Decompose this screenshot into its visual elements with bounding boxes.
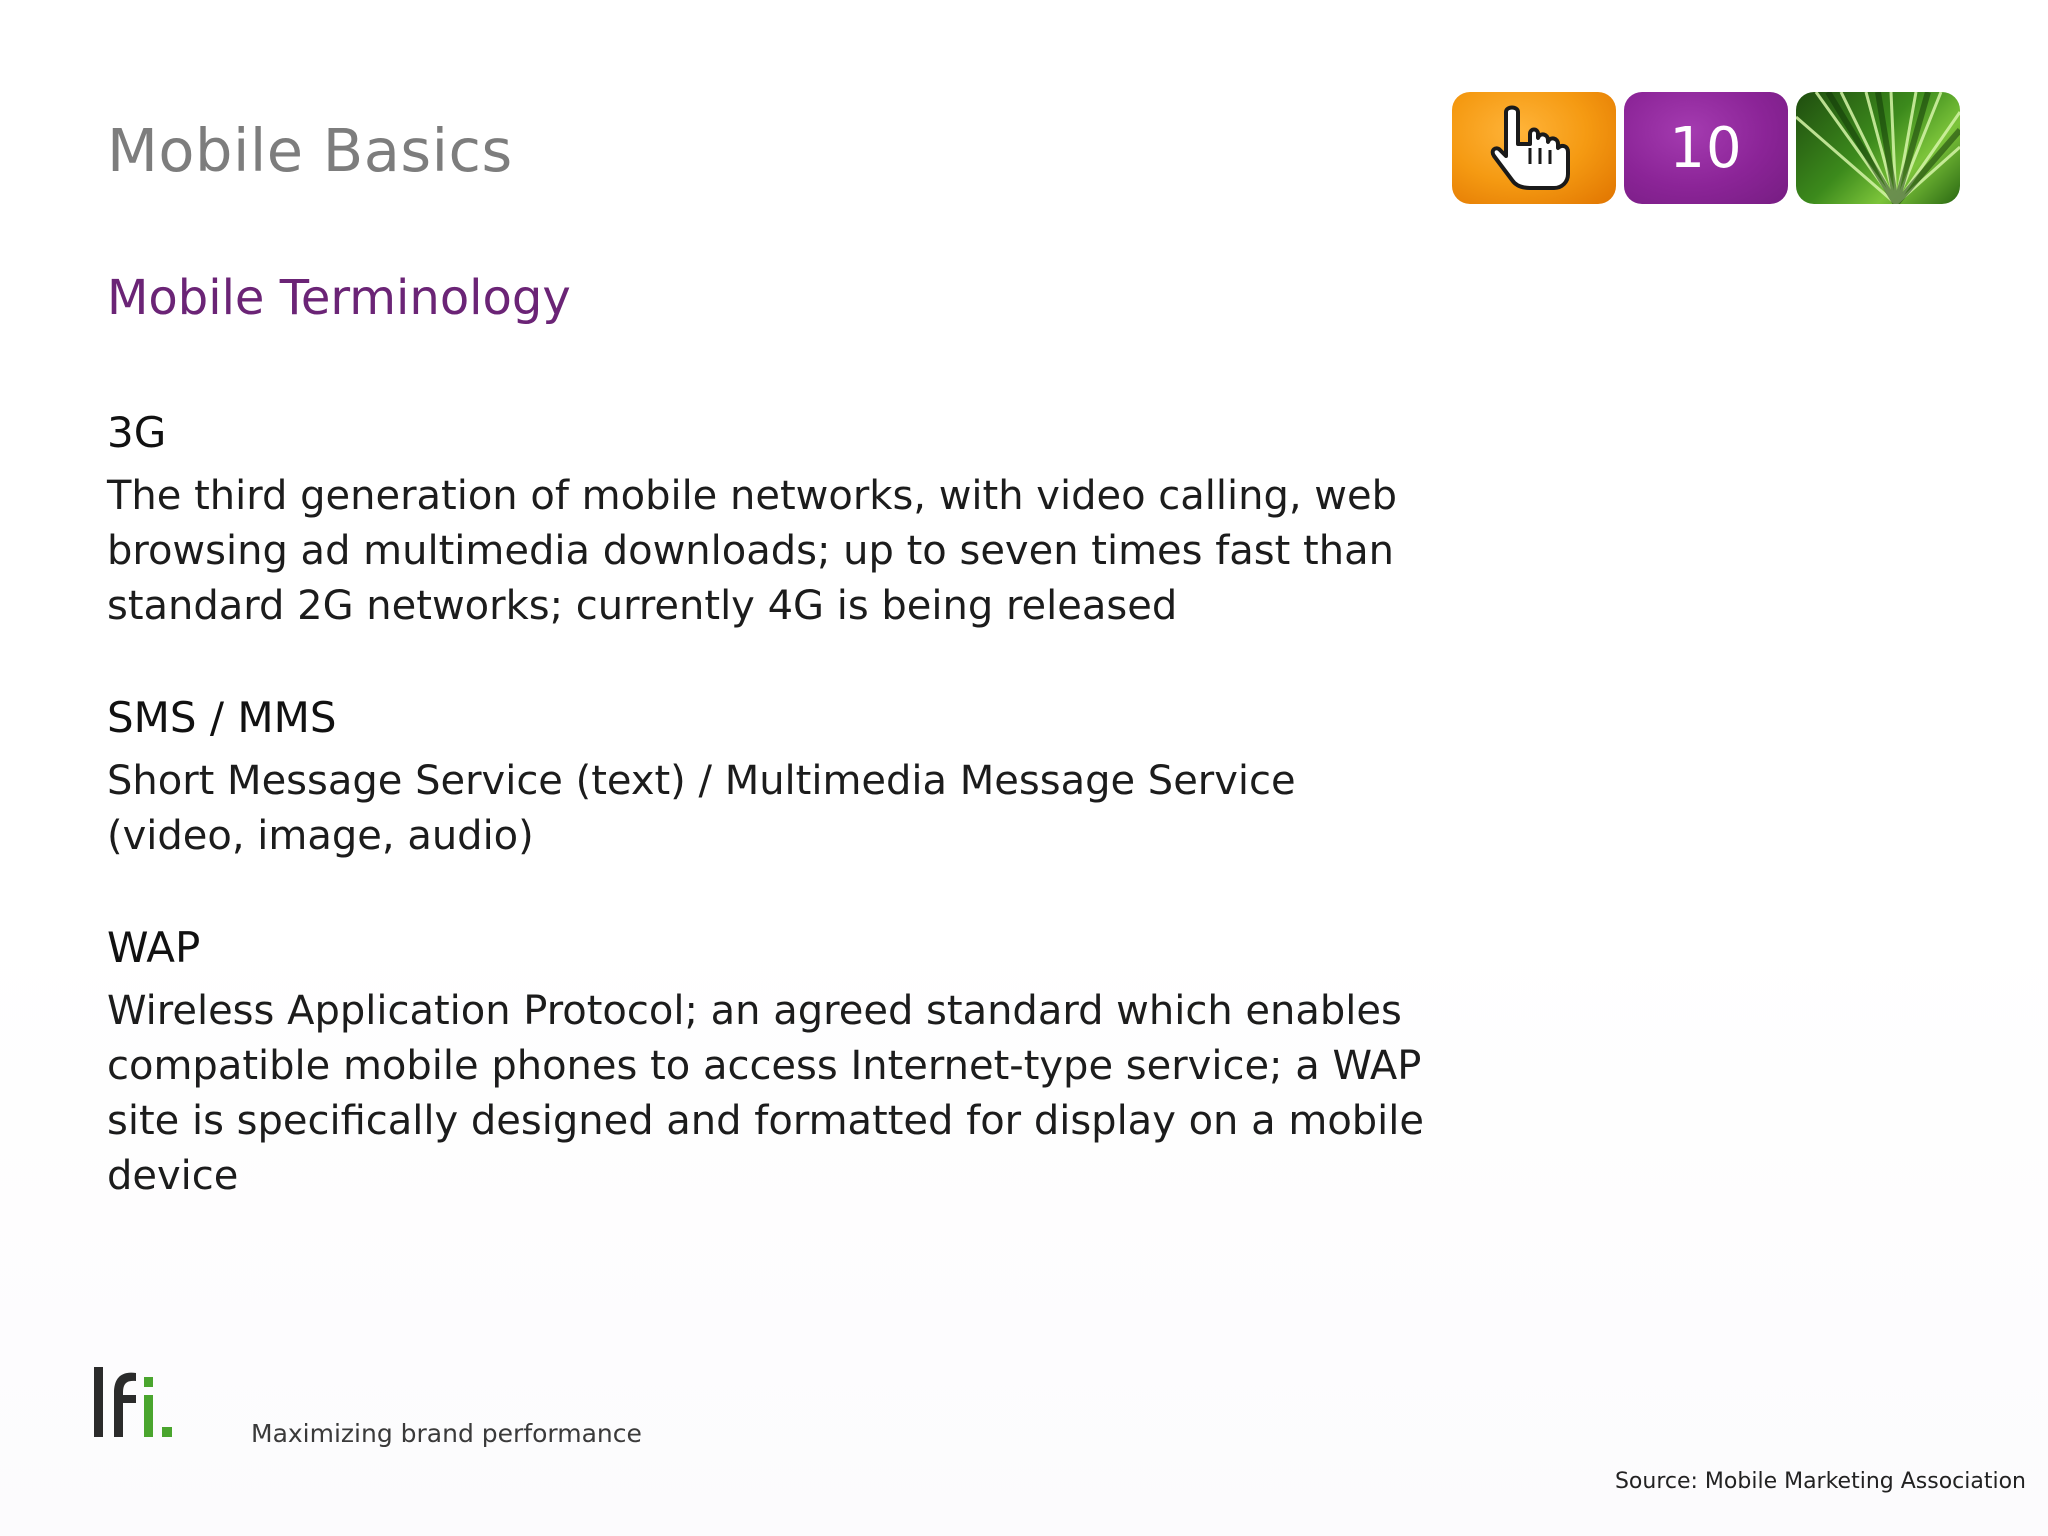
palm-leaf-tile	[1796, 92, 1960, 204]
page-title: Mobile Basics	[107, 116, 513, 185]
section-number: 10	[1669, 115, 1743, 181]
term-3g	[107, 405, 1447, 634]
term-definition: The third generation of mobile networks, with video calling, web browsing ad multimedia downloads; up to seven times fast than standard 2G networks; currently 4G is being released	[107, 473, 1397, 629]
term-definition: Short Message Service (text) / Multimedia Message Service (video, image, audio)	[107, 758, 1296, 859]
term-name: 3G	[107, 408, 167, 457]
term-name: WAP	[107, 923, 201, 972]
term-definition: Wireless Application Protocol; an agreed standard which enables compatible mobile phones to access Internet-type service; a WAP site is specifically designed and formatted for display on a mobile device	[107, 988, 1425, 1199]
section-number-tile	[1624, 92, 1788, 204]
header-icon-tiles	[1452, 92, 1960, 204]
hand-cursor-icon	[1452, 92, 1616, 204]
term-name: SMS / MMS	[107, 693, 337, 742]
palm-leaf-icon	[1796, 92, 1960, 204]
lfi-logo	[92, 1365, 212, 1445]
term-sms-mms	[107, 690, 1447, 864]
term-wap	[107, 920, 1447, 1204]
brand-tagline: Maximizing brand performance	[251, 1419, 642, 1448]
hand-cursor-tile	[1452, 92, 1616, 204]
source-citation: Source: Mobile Marketing Association	[1614, 1469, 2026, 1494]
terminology-list	[107, 405, 1447, 1204]
section-subtitle: Mobile Terminology	[107, 270, 571, 326]
lfi-logo-icon	[92, 1365, 212, 1445]
